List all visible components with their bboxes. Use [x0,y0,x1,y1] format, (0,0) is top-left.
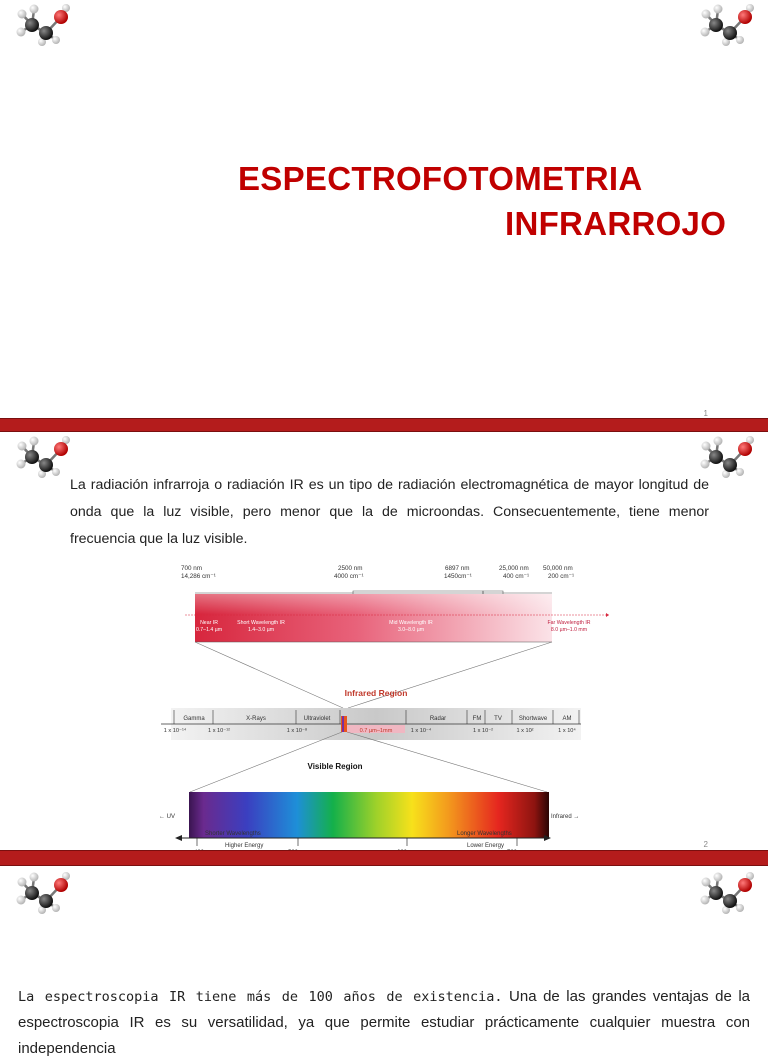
molecule-icon [14,868,74,914]
em-band-radar: Radar [429,716,447,722]
em-scale-label: 0.7 µm–1mm [359,728,393,734]
longer-wavelengths-label: Longer Wavelengths [457,831,512,837]
em-scale-label: 1 x 10⁻¹² [208,728,230,734]
wavelength-label: 700 nm [181,565,203,572]
em-scale-label: 1 x 10⁻⁴ [410,728,432,734]
history-paragraph [18,984,750,1062]
em-band-gamma: Gamma [183,716,205,722]
em-scale-label: 1 x 10² [516,728,534,734]
uv-label: ← UV [159,814,176,820]
em-band-xrays: X-Rays [246,716,266,722]
near-ir-range: 0.7–1.4 µm [195,627,223,633]
far-ir-range: 8.0 µm–1.0 mm [550,627,588,633]
history-paragraph-mono: La espectroscopia IR tiene más de 100 años de existencia. [18,989,503,1005]
em-band-ultraviolet: Ultraviolet [303,716,331,722]
lower-energy-label: Lower Energy [467,843,505,849]
infrared-label: Infrared → [551,814,580,820]
slide-2 [0,432,768,850]
slide-3 [0,866,768,1057]
wavelength-label: 25,000 nm [499,565,529,572]
molecule-icon [698,868,758,914]
em-band-am: AM [562,716,572,722]
infrared-region-heading: Infrared Region [344,688,408,698]
near-ir-label: Near IR [200,620,218,626]
far-ir-label: Far Wavelength IR [547,620,591,626]
em-scale-label: 1 x 10⁻⁸ [286,728,308,734]
visible-region-heading: Visible Region [307,762,363,771]
history-paragraph-sans: Una de las grandes ventajas de la espectroscopia IR es su versatilidad, ya que permite estudiar prácticamente cualquier muestra con independencia [18,988,751,1057]
intro-paragraph: La radiación infrarroja o radiación IR es un tipo de radiación electromagnética de mayor longitud de onda que la luz visible, pero menor que la de microondas. Consecuentemente, tiene menor frecuencia que la luz visible. [70,477,709,547]
short-ir-label: Short Wavelength IR [237,620,285,626]
spectrum-figure [157,560,609,854]
page-number: 1 [703,409,708,418]
em-band-shortwave: Shortwave [518,716,548,722]
energy-arrow [157,827,609,850]
wavelength-label: 50,000 nm [543,565,573,572]
em-scale-label: 1 x 10⁻¹⁴ [163,728,187,734]
mid-ir-label: Mid Wavelength IR [389,620,433,626]
wavenumber-label: 200 cm⁻¹ [548,573,575,580]
wavelength-label: 2500 nm [338,565,363,572]
page-number: 2 [703,840,708,849]
em-scale-label: 1 x 10⁴ [558,728,576,734]
em-band-tv: TV [494,716,502,722]
slide-divider [0,850,768,866]
slide-1 [0,0,768,418]
wavenumber-label: 1450cm⁻¹ [444,573,472,580]
molecule-icon [698,0,758,46]
shorter-wavelengths-label: Shorter Wavelengths [205,831,261,837]
page-title-line-1: ESPECTROFOTOMETRIA [238,160,643,197]
short-ir-range: 1.4–3.0 µm [247,627,275,633]
higher-energy-label: Higher Energy [225,843,264,849]
molecule-icon [14,0,74,46]
molecule-icon [14,432,74,478]
mid-ir-range: 3.0–8.0 µm [397,627,425,633]
em-scale-label: 1 x 10⁻² [472,728,494,734]
wavenumber-label: 4000 cm⁻¹ [334,573,364,580]
em-band-fm: FM [472,716,482,722]
wavenumber-label: 400 cm⁻¹ [503,573,530,580]
slide-divider [0,418,768,432]
page-title-line-2: INFRARROJO [505,205,727,242]
wavenumber-label: 14,286 cm⁻¹ [181,573,216,580]
wavelength-label: 6897 nm [445,565,470,572]
